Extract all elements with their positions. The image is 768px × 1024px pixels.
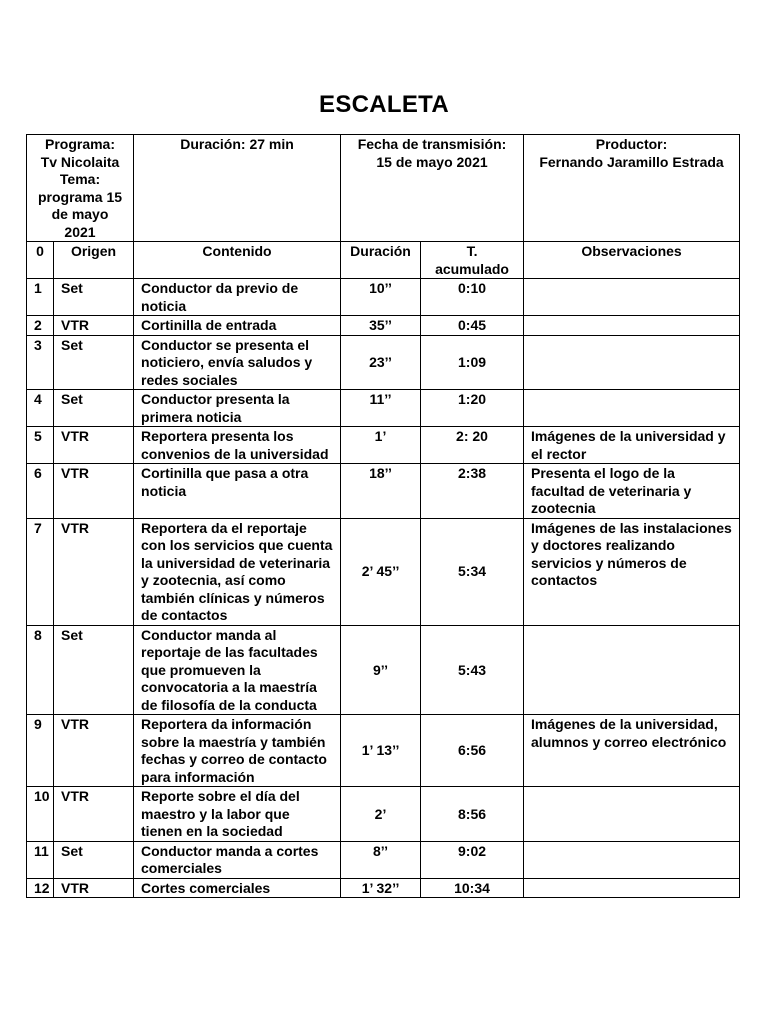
programa-line: Tema: bbox=[59, 171, 101, 187]
table-row bbox=[27, 390, 740, 427]
cell-observaciones bbox=[524, 787, 740, 842]
cell-duracion: 1’ bbox=[341, 427, 421, 464]
cell-num: 1 bbox=[27, 279, 54, 316]
table-row bbox=[27, 841, 740, 878]
cell-num: 2 bbox=[27, 316, 54, 336]
table-row bbox=[27, 518, 740, 625]
cell-observaciones bbox=[524, 625, 740, 715]
cell-num: 6 bbox=[27, 464, 54, 519]
cell-observaciones: Presenta el logo de la facultad de veterinaria y zootecnia bbox=[524, 464, 740, 519]
cell-duracion: 10’’ bbox=[341, 279, 421, 316]
cell-origen: VTR bbox=[54, 316, 134, 336]
table-row bbox=[27, 787, 740, 842]
cell-duracion: 35’’ bbox=[341, 316, 421, 336]
productor-line: Fernando Jaramillo Estrada bbox=[539, 153, 724, 170]
cell-acumulado: 6:56 bbox=[421, 715, 524, 787]
cell-observaciones bbox=[524, 335, 740, 390]
cell-observaciones bbox=[524, 279, 740, 316]
cell-contenido: Conductor manda al reportaje de las facultades que promueven la convocatoria a la maestría de filosofía de la conducta bbox=[134, 625, 341, 715]
cell-origen: VTR bbox=[54, 464, 134, 519]
fecha-line: 15 de mayo 2021 bbox=[376, 153, 488, 170]
cell-num: 3 bbox=[27, 335, 54, 390]
cell-observaciones bbox=[524, 878, 740, 898]
cell-observaciones: Imágenes de la universidad, alumnos y correo electrónico bbox=[524, 715, 740, 787]
duracion-total-cell: Duración: 27 min bbox=[134, 135, 341, 242]
table-row bbox=[27, 427, 740, 464]
col-header-observaciones: Observaciones bbox=[524, 242, 740, 279]
cell-origen: VTR bbox=[54, 878, 134, 898]
cell-num: 7 bbox=[27, 518, 54, 625]
table-row bbox=[27, 335, 740, 390]
cell-contenido: Conductor se presenta el noticiero, envía saludos y redes sociales bbox=[134, 335, 341, 390]
cell-acumulado: 1:20 bbox=[421, 390, 524, 427]
cell-contenido: Cortinilla que pasa a otra noticia bbox=[134, 464, 341, 519]
cell-duracion: 1’ 13’’ bbox=[341, 715, 421, 787]
column-header-row bbox=[27, 242, 740, 279]
cell-num: 9 bbox=[27, 715, 54, 787]
cell-acumulado: 2:38 bbox=[421, 464, 524, 519]
cell-duracion: 11’’ bbox=[341, 390, 421, 427]
cell-origen: VTR bbox=[54, 715, 134, 787]
table-row bbox=[27, 625, 740, 715]
programa-line: Tv Nicolaita bbox=[40, 153, 120, 170]
cell-duracion: 9’’ bbox=[341, 625, 421, 715]
cell-origen: Set bbox=[54, 841, 134, 878]
table-row bbox=[27, 316, 740, 336]
col-header-num: 0 bbox=[27, 242, 54, 279]
cell-contenido: Conductor da previo de noticia bbox=[134, 279, 341, 316]
cell-origen: Set bbox=[54, 390, 134, 427]
productor-line: Productor: bbox=[595, 136, 668, 152]
cell-contenido: Reporte sobre el día del maestro y la labor que tienen en la sociedad bbox=[134, 787, 341, 842]
col-header-origen: Origen bbox=[54, 242, 134, 279]
cell-contenido: Reportera da información sobre la maestría y también fechas y correo de contacto para información bbox=[134, 715, 341, 787]
cell-contenido: Reportera presenta los convenios de la universidad bbox=[134, 427, 341, 464]
programa-line: 2021 bbox=[64, 223, 96, 240]
cell-acumulado: 0:10 bbox=[421, 279, 524, 316]
col-header-acumulado: T. acumulado bbox=[421, 242, 524, 279]
cell-acumulado: 10:34 bbox=[421, 878, 524, 898]
cell-num: 10 bbox=[27, 787, 54, 842]
cell-contenido: Cortes comerciales bbox=[134, 878, 341, 898]
cell-acumulado: 0:45 bbox=[421, 316, 524, 336]
col-header-duracion: Duración bbox=[341, 242, 421, 279]
programa-line: programa 15 bbox=[37, 188, 123, 205]
col-header-contenido: Contenido bbox=[134, 242, 341, 279]
escaleta-table bbox=[26, 134, 740, 898]
header-info-row bbox=[27, 135, 740, 242]
cell-num: 11 bbox=[27, 841, 54, 878]
cell-observaciones bbox=[524, 390, 740, 427]
cell-observaciones: Imágenes de las instalaciones y doctores realizando servicios y números de contactos bbox=[524, 518, 740, 625]
fecha-line: Fecha de transmisión: bbox=[357, 136, 507, 152]
cell-observaciones: Imágenes de la universidad y el rector bbox=[524, 427, 740, 464]
cell-duracion: 2’ 45’’ bbox=[341, 518, 421, 625]
cell-origen: VTR bbox=[54, 518, 134, 625]
cell-acumulado: 8:56 bbox=[421, 787, 524, 842]
cell-contenido: Conductor presenta la primera noticia bbox=[134, 390, 341, 427]
cell-acumulado: 5:43 bbox=[421, 625, 524, 715]
cell-contenido: Cortinilla de entrada bbox=[134, 316, 341, 336]
cell-acumulado: 9:02 bbox=[421, 841, 524, 878]
cell-origen: Set bbox=[54, 625, 134, 715]
cell-acumulado: 1:09 bbox=[421, 335, 524, 390]
cell-num: 4 bbox=[27, 390, 54, 427]
programa-cell bbox=[27, 135, 134, 242]
programa-line: Programa: bbox=[44, 136, 116, 152]
cell-origen: VTR bbox=[54, 787, 134, 842]
table-row bbox=[27, 464, 740, 519]
programa-line: de mayo bbox=[51, 206, 109, 222]
cell-num: 12 bbox=[27, 878, 54, 898]
table-row bbox=[27, 279, 740, 316]
table-row bbox=[27, 878, 740, 898]
cell-num: 8 bbox=[27, 625, 54, 715]
cell-acumulado: 2: 20 bbox=[421, 427, 524, 464]
productor-cell bbox=[524, 135, 740, 242]
cell-observaciones bbox=[524, 841, 740, 878]
cell-duracion: 8’’ bbox=[341, 841, 421, 878]
cell-origen: Set bbox=[54, 335, 134, 390]
cell-duracion: 18’’ bbox=[341, 464, 421, 519]
cell-contenido: Reportera da el reportaje con los servicios que cuenta la universidad de veterinaria y zootecnia, así como también clínicas y números de contactos bbox=[134, 518, 341, 625]
cell-acumulado: 5:34 bbox=[421, 518, 524, 625]
page-title: ESCALETA bbox=[319, 91, 449, 118]
cell-duracion: 23’’ bbox=[341, 335, 421, 390]
cell-contenido: Conductor manda a cortes comerciales bbox=[134, 841, 341, 878]
table-row bbox=[27, 715, 740, 787]
cell-origen: VTR bbox=[54, 427, 134, 464]
cell-duracion: 2’ bbox=[341, 787, 421, 842]
fecha-cell bbox=[341, 135, 524, 242]
cell-num: 5 bbox=[27, 427, 54, 464]
cell-origen: Set bbox=[54, 279, 134, 316]
cell-duracion: 1’ 32’’ bbox=[341, 878, 421, 898]
cell-observaciones bbox=[524, 316, 740, 336]
